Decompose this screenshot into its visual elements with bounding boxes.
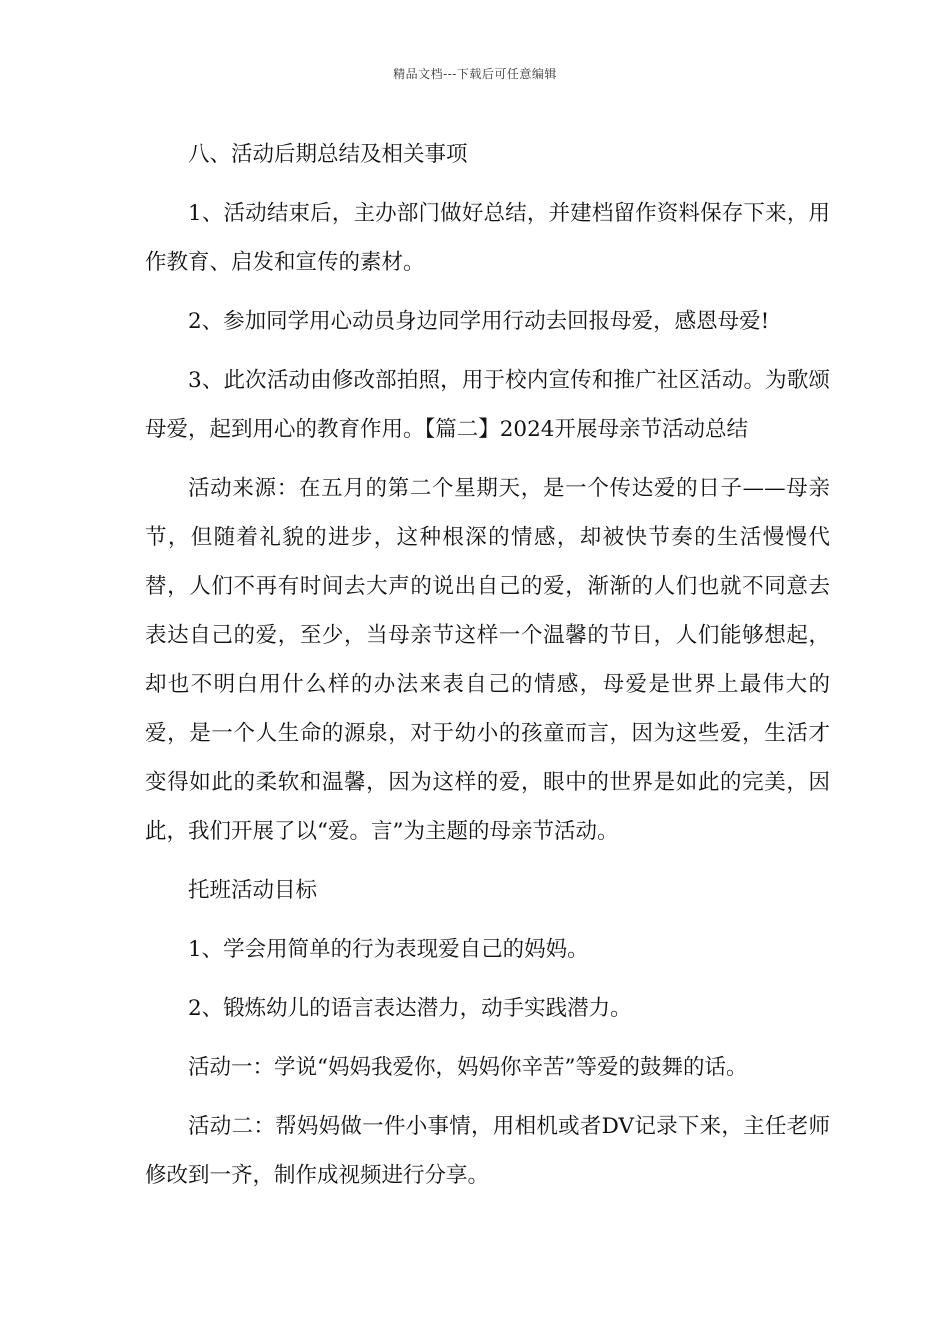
paragraph: 活动一：学说“妈妈我爱你，妈妈你辛苦”等爱的鼓舞的话。: [188, 1055, 748, 1080]
paragraph: 2、锻炼幼儿的语言表达潜力，动手实践潜力。: [188, 996, 632, 1021]
page-header: 精品文档---下载后可任意编辑: [393, 67, 557, 81]
section-heading: 托班活动目标: [188, 878, 318, 903]
paragraph: 1、活动结束后，主办部门做好总结，并建档留作资料保存下来，用作教育、启发和宣传的素材。: [145, 201, 830, 275]
paragraph: 活动来源：在五月的第二个星期天，是一个传达爱的日子——母亲节，但随着礼貌的进步，这种根深的情感，却被快节奏的生活慢慢代替，人们不再有时间去大声的说出自己的爱，渐渐的人们也就不同意去表达自己的爱，至少，当母亲节这样一个温馨的节日，人们能够想起，却也不明白用什么样的办法来表自己的情感，母爱是世界上最伟大的爱，是一个人生命的源泉，对于幼小的孩童而言，因为这些爱，生活才变得如此的柔软和温馨，因为这样的爱，眼中的世界是如此的完美，因此，我们开展了以“爱。言”为主题的母亲节活动。: [145, 476, 830, 844]
section-heading: 八、活动后期总结及相关事项: [188, 142, 468, 167]
document-body: [145, 130, 830, 1200]
paragraph: 3、此次活动由修改部拍照，用于校内宣传和推广社区活动。为歌颂母爱，起到用心的教育作用。【篇二】2024开展母亲节活动总结: [145, 368, 830, 442]
paragraph: 1、学会用简单的行为表现爱自己的妈妈。: [188, 937, 589, 962]
paragraph: 活动二：帮妈妈做一件小事情，用相机或者DV记录下来，主任老师修改到一齐，制作成视频进行分享。: [145, 1114, 830, 1188]
paragraph: 2、参加同学用心动员身边同学用行动去回报母爱，感恩母爱!: [188, 309, 770, 334]
